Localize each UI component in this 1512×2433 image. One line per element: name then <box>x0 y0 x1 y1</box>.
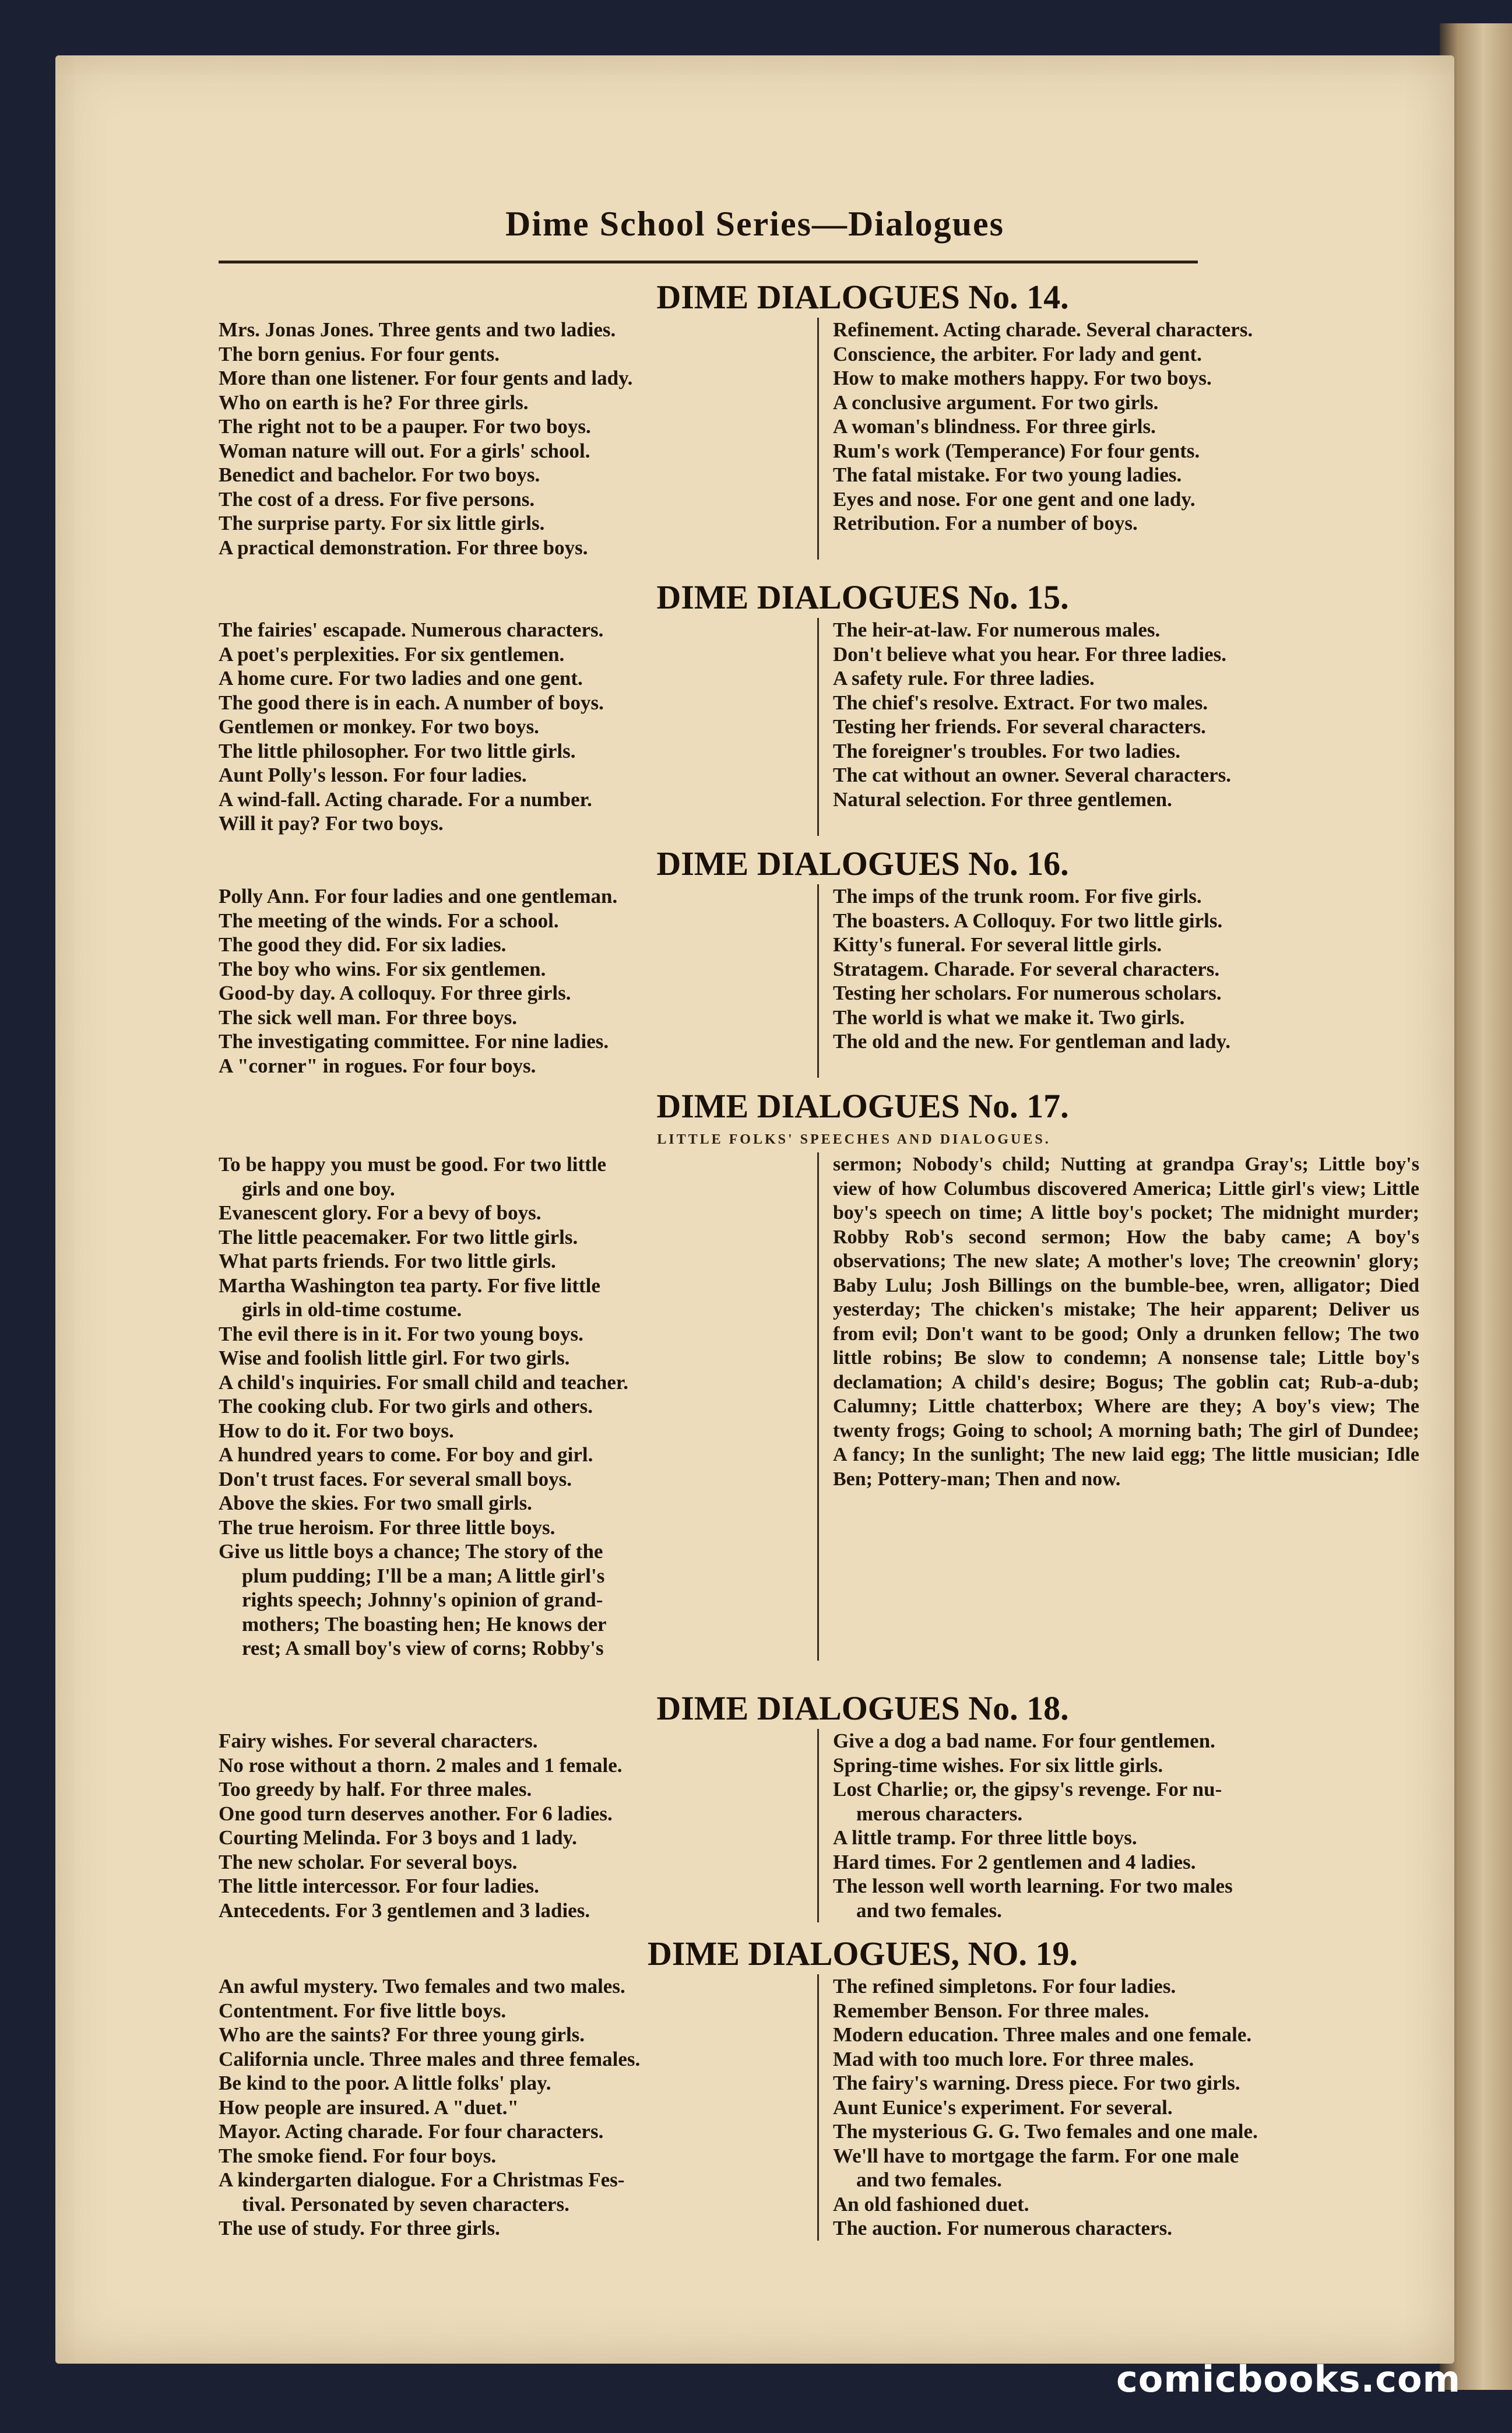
dialogue-entry: The auction. For numerous characters. <box>833 2217 1172 2239</box>
dialogue-entry: The refined simpletons. For four ladies. <box>833 1975 1176 1998</box>
section-heading: DIME DIALOGUES No. 17. <box>656 1087 1069 1125</box>
dialogue-entry: Gentlemen or monkey. For two boys. <box>219 715 539 738</box>
section-heading: DIME DIALOGUES, NO. 19. <box>648 1935 1078 1973</box>
left-column <box>213 318 819 560</box>
left-column <box>213 618 819 836</box>
dialogue-paragraph: sermon; Nobody's child; Nutting at grandpa Gray's; Little boy's view of how Columbus discovered America; Little girl's view; Little boy's speech on time; A little boy's pocket; The midnight murder; Robby Rob's second sermon; How the baby came; A boy's observations; The new slate; A mother's love; The creownin' glory; Baby Lulu; Josh Billings on the bumble-bee, wren, alligator; Died yesterday; The chicken's mistake; The heir apparent; Deliver us from evil; Don't want to be good; Only a drunken fellow; The two little robins; Be slow to condemn; A nonsense tale; Little boy's declamation; A child's desire; Bogus; The goblin cat; Rub-a-dub; Calumny; Little chatterbox; Where are they; A boy's view; The twenty frogs; Going to school; A morning bath; The girl of Dundee; A fancy; In the sunlight; The new laid egg; The little musician; Idle Ben; Pottery-man; Then and now. <box>833 1154 1419 1490</box>
dialogue-entry: A "corner" in rogues. For four boys. <box>219 1054 536 1077</box>
dialogue-entry: The surprise party. For six little girls. <box>219 512 545 535</box>
dialogue-entry: A child's inquiries. For small child and teacher. <box>219 1370 629 1394</box>
dialogue-entry: Refinement. Acting charade. Several characters. <box>833 318 1253 341</box>
dialogue-entry: The fairies' escapade. Numerous characters. <box>219 618 604 641</box>
section-heading: DIME DIALOGUES No. 18. <box>656 1689 1069 1727</box>
dialogue-entry: An awful mystery. Two females and two males. <box>219 1975 625 1998</box>
section-columns <box>213 884 1425 1078</box>
dialogue-entry: Too greedy by half. For three males. <box>219 1778 532 1801</box>
dialogue-entry: The evil there is in it. For two young boys. <box>219 1322 583 1345</box>
dialogue-entry: How to do it. For two boys. <box>219 1419 454 1442</box>
section-columns <box>213 1974 1425 2241</box>
dialogue-entry: Hard times. For 2 gentlemen and 4 ladies. <box>833 1850 1196 1873</box>
dialogue-entry: What parts friends. For two little girls. <box>219 1250 556 1272</box>
dialogue-entry: A little tramp. For three little boys. <box>833 1826 1137 1849</box>
dialogue-entry: A hundred years to come. For boy and girl. <box>219 1443 593 1466</box>
dialogue-entry: Mayor. Acting charade. For four characters. <box>219 2120 604 2143</box>
dialogue-entry: Antecedents. For 3 gentlemen and 3 ladies. <box>219 1898 590 1922</box>
dialogue-entry: Don't trust faces. For several small boys. <box>219 1467 572 1490</box>
dialogue-section <box>213 1086 1425 1661</box>
dialogue-entry: Aunt Polly's lesson. For four ladies. <box>219 764 527 786</box>
section-columns <box>213 1152 1425 1661</box>
dialogue-entry: Evanescent glory. For a bevy of boys. <box>219 1201 541 1224</box>
dialogue-entry: The lesson well worth learning. For two males <box>833 1875 1233 1897</box>
dialogue-entry: Who are the saints? For three young girls. <box>219 2023 585 2046</box>
dialogue-entry: Natural selection. For three gentlemen. <box>833 787 1172 811</box>
section-subheading: LITTLE FOLKS' SPEECHES AND DIALOGUES. <box>657 1132 1051 1147</box>
dialogue-entry: The fairy's warning. Dress piece. For two girls. <box>833 2072 1240 2094</box>
dialogue-entry: The new scholar. For several boys. <box>219 1850 518 1873</box>
dialogue-entry: girls in old-time costume. <box>242 1298 462 1321</box>
dialogue-section <box>213 577 1425 836</box>
dialogue-entry: The smoke fiend. For four boys. <box>219 2144 497 2167</box>
dialogue-entry: The right not to be a pauper. For two boys. <box>219 415 591 438</box>
dialogue-entry: Aunt Eunice's experiment. For several. <box>833 2096 1173 2119</box>
dialogue-entry: The meeting of the winds. For a school. <box>219 909 559 932</box>
dialogue-entry: Retribution. For a number of boys. <box>833 512 1138 535</box>
section-heading: DIME DIALOGUES No. 14. <box>656 278 1069 316</box>
dialogue-entry: The good they did. For six ladies. <box>219 933 507 956</box>
watermark-logo: comicbooks.com <box>1116 2358 1461 2400</box>
dialogue-entry: Rum's work (Temperance) For four gents. <box>833 439 1200 462</box>
left-column <box>213 1729 819 1922</box>
dialogue-entry: Kitty's funeral. For several little girls. <box>833 933 1162 956</box>
dialogue-entry: We'll have to mortgage the farm. For one male <box>833 2144 1239 2167</box>
dialogue-entry: Fairy wishes. For several characters. <box>219 1729 538 1752</box>
dialogue-entry: A wind-fall. Acting charade. For a number. <box>219 787 592 811</box>
dialogue-entry: The born genius. For four gents. <box>219 342 500 365</box>
dialogue-entry: A woman's blindness. For three girls. <box>833 415 1156 438</box>
dialogue-entry: The little intercessor. For four ladies. <box>219 1875 539 1897</box>
catalog-page <box>55 55 1454 2364</box>
dialogue-entry: Give us little boys a chance; The story of the <box>219 1540 603 1563</box>
dialogue-entry: The boasters. A Colloquy. For two little girls. <box>833 909 1223 932</box>
dialogue-entry: No rose without a thorn. 2 males and 1 female. <box>219 1753 623 1777</box>
dialogue-entry: The little peacemaker. For two little girls. <box>219 1225 578 1249</box>
dialogue-entry: How people are insured. A "duet." <box>219 2096 519 2119</box>
dialogue-entry: Stratagem. Charade. For several characters. <box>833 957 1220 980</box>
dialogue-entry: Good-by day. A colloquy. For three girls. <box>219 982 571 1004</box>
dialogue-entry: The investigating committee. For nine ladies. <box>219 1030 609 1053</box>
dialogue-entry: mothers; The boasting hen; He knows der <box>242 1612 607 1636</box>
dialogue-entry: Benedict and bachelor. For two boys. <box>219 463 540 486</box>
dialogue-entry: The cost of a dress. For five persons. <box>219 487 535 511</box>
dialogue-entry: The imps of the trunk room. For five girls. <box>833 885 1202 908</box>
right-column <box>819 618 1425 836</box>
dialogue-entry: Martha Washington tea party. For five little <box>219 1274 600 1297</box>
dialogue-entry: Above the skies. For two small girls. <box>219 1492 532 1514</box>
dialogue-entry: Mad with too much lore. For three males. <box>833 2047 1194 2070</box>
dialogue-entry: The true heroism. For three little boys. <box>219 1516 555 1539</box>
dialogue-entry: and two females. <box>856 2168 1002 2191</box>
dialogue-entry: One good turn deserves another. For 6 ladies. <box>219 1802 613 1825</box>
dialogue-entry: The good there is in each. A number of boys. <box>219 691 604 714</box>
left-column <box>213 1974 819 2241</box>
dialogue-entry: How to make mothers happy. For two boys. <box>833 367 1212 389</box>
dialogue-entry: The cat without an owner. Several characters. <box>833 764 1232 786</box>
section-heading: DIME DIALOGUES No. 15. <box>656 578 1069 616</box>
dialogue-entry: The old and the new. For gentleman and lady. <box>833 1030 1230 1053</box>
dialogue-entry: Courting Melinda. For 3 boys and 1 lady. <box>219 1826 577 1849</box>
dialogue-entry: Wise and foolish little girl. For two girls. <box>219 1346 570 1369</box>
dialogue-entry: The cooking club. For two girls and others. <box>219 1395 593 1418</box>
right-column <box>819 884 1425 1078</box>
dialogue-entry: The foreigner's troubles. For two ladies. <box>833 739 1180 762</box>
dialogue-entry: Polly Ann. For four ladies and one gentleman. <box>219 885 618 908</box>
dialogue-entry: A safety rule. For three ladies. <box>833 667 1095 690</box>
dialogue-entry: tival. Personated by seven characters. <box>242 2192 569 2216</box>
section-heading: DIME DIALOGUES No. 16. <box>656 845 1069 883</box>
dialogue-entry: Lost Charlie; or, the gipsy's revenge. For nu- <box>833 1778 1222 1801</box>
dialogue-entry: The chief's resolve. Extract. For two males. <box>833 691 1208 714</box>
section-columns <box>213 618 1425 836</box>
dialogue-entry: The heir-at-law. For numerous males. <box>833 618 1161 641</box>
dialogue-entry: Conscience, the arbiter. For lady and gent. <box>833 342 1202 365</box>
left-column <box>213 1152 819 1661</box>
dialogue-entry: Contentment. For five little boys. <box>219 1999 507 2022</box>
dialogue-entry: An old fashioned duet. <box>833 2192 1029 2216</box>
dialogue-entry: Eyes and nose. For one gent and one lady. <box>833 487 1195 511</box>
dialogue-entry: A conclusive argument. For two girls. <box>833 391 1159 414</box>
dialogue-entry: Remember Benson. For three males. <box>833 1999 1149 2022</box>
dialogue-entry: The use of study. For three girls. <box>219 2217 500 2239</box>
dialogue-entry: Woman nature will out. For a girls' school. <box>219 439 590 462</box>
dialogue-entry: The little philosopher. For two little girls. <box>219 739 576 762</box>
dialogue-entry: Be kind to the poor. A little folks' play. <box>219 2072 551 2094</box>
dialogue-entry: A home cure. For two ladies and one gent. <box>219 667 583 690</box>
dialogue-entry: A kindergarten dialogue. For a Christmas Fes- <box>219 2168 625 2191</box>
dialogue-entry: girls and one boy. <box>242 1177 395 1200</box>
dialogue-entry: Testing her friends. For several characters. <box>833 715 1206 738</box>
right-column <box>819 318 1425 560</box>
dialogue-entry: Spring-time wishes. For six little girls. <box>833 1753 1163 1777</box>
dialogue-entry: The mysterious G. G. Two females and one male. <box>833 2120 1258 2143</box>
right-column <box>819 1974 1425 2241</box>
dialogue-entry: Who on earth is he? For three girls. <box>219 391 529 414</box>
dialogue-entry: Testing her scholars. For numerous scholars. <box>833 982 1222 1004</box>
dialogue-entry: To be happy you must be good. For two little <box>219 1153 607 1176</box>
dialogue-entry: The fatal mistake. For two young ladies. <box>833 463 1182 486</box>
dialogue-entry: and two females. <box>856 1898 1002 1922</box>
left-column <box>213 884 819 1078</box>
right-column <box>819 1152 1425 1661</box>
dialogue-entry: The sick well man. For three boys. <box>219 1005 518 1029</box>
dialogue-entry: rights speech; Johnny's opinion of grand- <box>242 1588 603 1611</box>
dialogue-entry: merous characters. <box>856 1802 1023 1825</box>
dialogue-section <box>213 843 1425 1078</box>
dialogue-section <box>213 1688 1425 1922</box>
dialogue-entry: plum pudding; I'll be a man; A little girl's <box>242 1564 605 1587</box>
dialogue-entry: Will it pay? For two boys. <box>219 812 444 835</box>
dialogue-entry: More than one listener. For four gents and lady. <box>219 367 633 389</box>
right-column <box>819 1729 1425 1922</box>
series-title: Dime School Series—Dialogues <box>505 205 1004 243</box>
dialogue-entry: A poet's perplexities. For six gentlemen. <box>219 642 565 666</box>
dialogue-entry: California uncle. Three males and three females. <box>219 2047 641 2070</box>
dialogue-section <box>213 1933 1425 2241</box>
section-columns <box>213 318 1425 560</box>
dialogue-entry: A practical demonstration. For three boys. <box>219 536 588 559</box>
dialogue-entry: rest; A small boy's view of corns; Robby's <box>242 1637 604 1659</box>
section-columns <box>213 1729 1425 1922</box>
dialogue-entry: Mrs. Jonas Jones. Three gents and two ladies. <box>219 318 616 341</box>
dialogue-section <box>213 277 1425 560</box>
dialogue-entry: Modern education. Three males and one female. <box>833 2023 1252 2046</box>
header-rule <box>219 261 1198 263</box>
dialogue-entry: Don't believe what you hear. For three ladies. <box>833 642 1227 666</box>
dialogue-entry: The world is what we make it. Two girls. <box>833 1005 1185 1029</box>
dialogue-entry: Give a dog a bad name. For four gentlemen. <box>833 1729 1215 1752</box>
dialogue-entry: The boy who wins. For six gentlemen. <box>219 957 546 980</box>
